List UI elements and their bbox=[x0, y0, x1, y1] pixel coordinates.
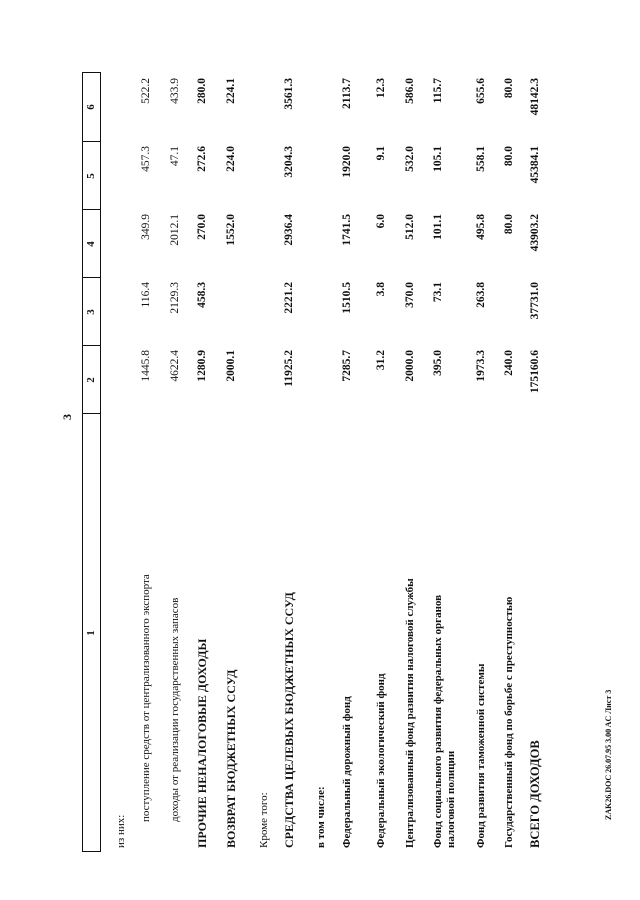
column-header-4: 4 bbox=[85, 241, 97, 247]
cell-value: 280.0 bbox=[196, 78, 208, 104]
cell-value: 1280.9 bbox=[196, 350, 208, 382]
cell-value: 433.9 bbox=[169, 78, 181, 104]
cell-value: 457.3 bbox=[140, 146, 152, 172]
cell-value: 175160.6 bbox=[529, 350, 541, 394]
row-label: Федеральный дорожный фонд bbox=[341, 696, 353, 848]
cell-value: 43903.2 bbox=[529, 214, 541, 252]
cell-value: 3561.3 bbox=[283, 78, 295, 110]
row-label: Фонд социального развития федеральных органов налоговой полиции bbox=[432, 594, 457, 848]
cell-value: 263.8 bbox=[475, 282, 487, 308]
cell-value: 2000.0 bbox=[404, 350, 416, 382]
cell-value: 47.1 bbox=[169, 146, 181, 167]
row-label: доходы от реализации государственных запасов bbox=[169, 597, 181, 822]
column-header-3: 3 bbox=[85, 309, 97, 315]
cell-value: 37731.0 bbox=[529, 282, 541, 320]
cell-value: 458.3 bbox=[196, 282, 208, 308]
cell-value: 532.0 bbox=[404, 146, 416, 172]
cell-value: 4622.4 bbox=[169, 350, 181, 382]
cell-value: 80.0 bbox=[503, 78, 515, 99]
cell-value: 349.9 bbox=[140, 214, 152, 240]
cell-value: 272.6 bbox=[196, 146, 208, 172]
table-header bbox=[82, 72, 101, 852]
cell-value: 558.1 bbox=[475, 146, 487, 172]
cell-value: 224.0 bbox=[225, 146, 237, 172]
cell-value: 116.4 bbox=[140, 282, 152, 308]
column-header-2: 2 bbox=[85, 377, 97, 383]
row-label: поступление средств от централизованного экспорта bbox=[140, 574, 152, 822]
cell-value: 2113.7 bbox=[341, 78, 353, 109]
row-label: Кроме того: bbox=[258, 792, 270, 848]
column-header-1: 1 bbox=[85, 630, 97, 636]
row-label: СРЕДСТВА ЦЕЛЕВЫХ БЮДЖЕТНЫХ ССУД bbox=[282, 592, 296, 848]
cell-value: 80.0 bbox=[503, 146, 515, 167]
page-number: 3 bbox=[60, 414, 74, 420]
row-label: ВСЕГО ДОХОДОВ bbox=[528, 740, 542, 848]
row-label: в том числе: bbox=[315, 786, 327, 848]
cell-value: 495.8 bbox=[475, 214, 487, 240]
row-label: Федеральный экологический фонд bbox=[375, 673, 387, 848]
cell-value: 370.0 bbox=[404, 282, 416, 308]
cell-value: 2221.2 bbox=[283, 282, 295, 314]
cell-value: 7285.7 bbox=[341, 350, 353, 382]
cell-value: 105.1 bbox=[432, 146, 444, 172]
cell-value: 586.0 bbox=[404, 78, 416, 104]
row-label: Централизованный фонд развития налоговой службы bbox=[404, 578, 416, 848]
cell-value: 45384.1 bbox=[529, 146, 541, 184]
cell-value: 1973.3 bbox=[475, 350, 487, 382]
cell-value: 1552.0 bbox=[225, 214, 237, 246]
cell-value: 512.0 bbox=[404, 214, 416, 240]
row-label: ПРОЧИЕ НЕНАЛОГОВЫЕ ДОХОДЫ bbox=[195, 638, 209, 848]
cell-value: 522.2 bbox=[140, 78, 152, 104]
cell-value: 1741.5 bbox=[341, 214, 353, 246]
row-label: из них: bbox=[115, 814, 127, 848]
cell-value: 395.0 bbox=[432, 350, 444, 376]
cell-value: 3.8 bbox=[375, 282, 387, 297]
cell-value: 115.7 bbox=[432, 78, 444, 104]
cell-value: 2012.1 bbox=[169, 214, 181, 246]
column-header-6: 6 bbox=[85, 104, 97, 110]
row-label: Фонд развития таможенной системы bbox=[475, 663, 487, 848]
cell-value: 80.0 bbox=[503, 214, 515, 235]
cell-value: 2000.1 bbox=[225, 350, 237, 382]
rotated-table-sheet bbox=[82, 72, 597, 852]
cell-value: 73.1 bbox=[432, 282, 444, 303]
cell-value: 31.2 bbox=[375, 350, 387, 371]
cell-value: 224.1 bbox=[225, 78, 237, 104]
cell-value: 9.1 bbox=[375, 146, 387, 161]
cell-value: 1920.0 bbox=[341, 146, 353, 178]
cell-value: 3204.3 bbox=[283, 146, 295, 178]
cell-value: 2936.4 bbox=[283, 214, 295, 246]
footer-file-code: ZAK26.DOC 26.07.95 3.00 AC Лист 3 bbox=[604, 689, 613, 820]
cell-value: 11925.2 bbox=[283, 350, 295, 387]
cell-value: 48142.3 bbox=[529, 78, 541, 116]
column-header-5: 5 bbox=[85, 173, 97, 179]
cell-value: 6.0 bbox=[375, 214, 387, 229]
cell-value: 12.3 bbox=[375, 78, 387, 99]
cell-value: 1445.8 bbox=[140, 350, 152, 382]
cell-value: 240.0 bbox=[503, 350, 515, 376]
cell-value: 2129.3 bbox=[169, 282, 181, 314]
cell-value: 655.6 bbox=[475, 78, 487, 104]
row-label: Государственный фонд по борьбе с преступностью bbox=[503, 596, 515, 848]
cell-value: 1510.5 bbox=[341, 282, 353, 314]
cell-value: 101.1 bbox=[432, 214, 444, 240]
cell-value: 270.0 bbox=[196, 214, 208, 240]
row-label: ВОЗВРАТ БЮДЖЕТНЫХ ССУД bbox=[224, 669, 238, 848]
